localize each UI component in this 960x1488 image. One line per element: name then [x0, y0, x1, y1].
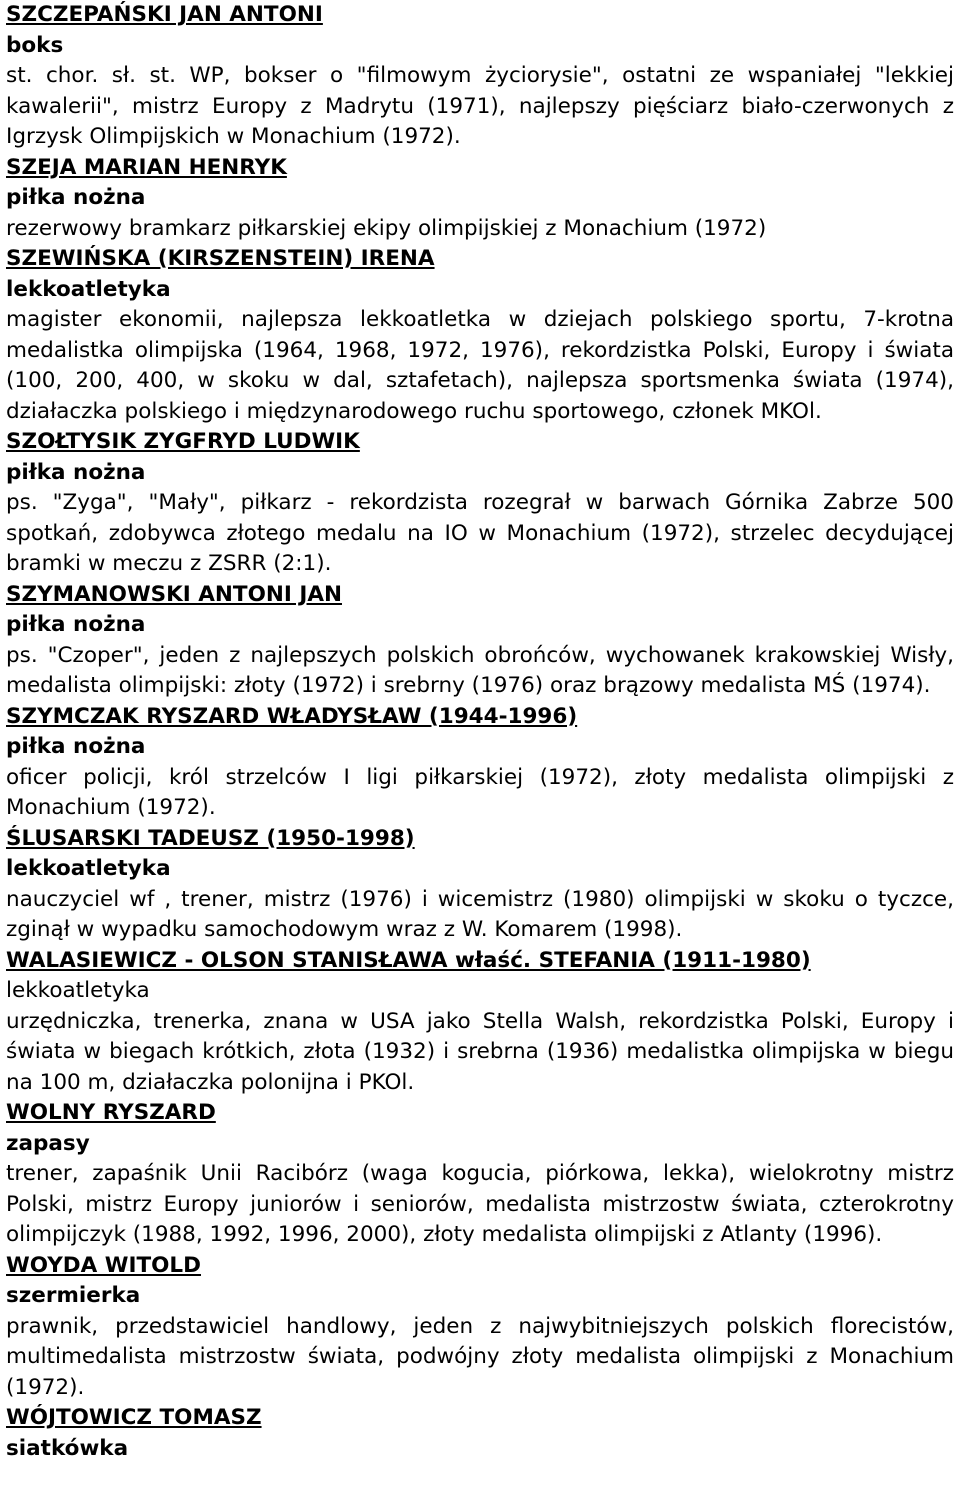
entry-walasiewicz: [6, 946, 954, 1099]
entry-szeja: [6, 153, 954, 245]
athlete-sport: lekkoatletyka: [6, 978, 150, 1003]
entry-woyda: [6, 1251, 954, 1404]
athlete-sport: lekkoatletyka: [6, 276, 171, 302]
entry-szymanowski: [6, 580, 954, 702]
athlete-name: WÓJTOWICZ TOMASZ: [6, 1405, 262, 1430]
athlete-name: WOYDA WITOLD: [6, 1252, 201, 1278]
athlete-name: WOLNY RYSZARD: [6, 1100, 216, 1125]
athlete-name: SZYMANOWSKI ANTONI JAN: [6, 581, 342, 607]
athlete-description: prawnik, przedstawiciel handlowy, jeden z najwybitniejszych polskich florecistów, multimedalista mistrzostw świata, podwójny złoty medalista olimpijski z Monachium (1972).: [6, 1313, 954, 1400]
athlete-sport: lekkoatletyka: [6, 856, 171, 881]
athlete-sport: szermierka: [6, 1283, 141, 1308]
athlete-sport: piłka nożna: [6, 734, 146, 759]
athlete-name: SZEJA MARIAN HENRYK: [6, 154, 287, 180]
athlete-sport: piłka nożna: [6, 612, 146, 637]
athlete-description: ps. "Czoper", jeden z najlepszych polskich obrońców, wychowanek krakowskiej Wisły, medalista olimpijski: złoty (1972) i srebrny (1976) oraz brązowy medalista MŚ (1974).: [6, 642, 954, 698]
athlete-sport: boks: [6, 32, 64, 58]
athlete-sport: siatkówka: [6, 1435, 129, 1461]
entry-szczepanski: [6, 0, 954, 153]
athlete-description: nauczyciel wf , trener, mistrz (1976) i wicemistrz (1980) olimpijski w skoku o tyczce, zginął w wypadku samochodowym wraz z W. Komarem (1998).: [6, 886, 954, 942]
entry-szymczak: [6, 702, 954, 824]
athlete-description: trener, zapaśnik Unii Racibórz (waga kogucia, piórkowa, lekka), wielokrotny mistrz Polski, mistrz Europy juniorów i seniorów, medalista mistrzostw świata, czterokrotny olimpijczyk (1988, 1992, 1996, 2000), złoty medalista olimpijski z Atlanty (1996).: [6, 1161, 954, 1247]
athlete-description: urzędniczka, trenerka, znana w USA jako Stella Walsh, rekordzistka Polski, Europy i świata w biegach krótkich, złota (1932) i srebrna (1936) medalistka olimpijska w biegu na 100 m, działaczka polonijna i PKOl.: [6, 1008, 954, 1095]
athlete-name: ŚLUSARSKI TADEUSZ (1950-1998): [6, 825, 415, 851]
athlete-name: SZYMCZAK RYSZARD WŁADYSŁAW (1944-1996): [6, 703, 578, 729]
entry-wojtowicz: [6, 1403, 954, 1464]
entry-szewinska: [6, 244, 954, 427]
entry-slusarski: [6, 824, 954, 946]
athlete-description: rezerwowy bramkarz piłkarskiej ekipy olimpijskiej z Monachium (1972): [6, 215, 767, 241]
athlete-sport: piłka nożna: [6, 459, 146, 485]
athlete-description: magister ekonomii, najlepsza lekkoatletka w dziejach polskiego sportu, 7-krotna medalistka olimpijska (1964, 1968, 1972, 1976), rekordzistka Polski, Europy i świata (100, 200, 400, w skoku w dal, sztafetach), najlepsza sportsmenka świata (1974), działaczka polskiego i międzynarodowego ruchu sportowego, członek MKOl.: [6, 307, 954, 424]
athlete-description: oficer policji, król strzelców I ligi piłkarskiej (1972), złoty medalista olimpijski z Monachium (1972).: [6, 764, 954, 820]
athlete-sport: zapasy: [6, 1130, 90, 1156]
athlete-description: st. chor. sł. st. WP, bokser o "filmowym życiorysie", ostatni ze wspaniałej "lekkiej kawalerii", mistrz Europy z Madrytu (1971), najlepszy pięściarz biało-czerwonych z Igrzysk Olimpijskich w Monachium (1972).: [6, 63, 954, 149]
athlete-sport: piłka nożna: [6, 185, 146, 210]
athlete-name: SZOŁTYSIK ZYGFRYD LUDWIK: [6, 429, 360, 454]
entry-wolny: [6, 1098, 954, 1251]
athlete-name: SZEWIŃSKA (KIRSZENSTEIN) IRENA: [6, 246, 435, 271]
athlete-name: WALASIEWICZ - OLSON STANISŁAWA właść. STEFANIA (1911-1980): [6, 947, 811, 973]
athlete-description: ps. "Zyga", "Mały", piłkarz - rekordzista rozegrał w barwach Górnika Zabrze 500 spotkań, zdobywca złotego medalu na IO w Monachium (1972), strzelec decydującej bramki w meczu z ZSRR (2:1).: [6, 490, 954, 576]
athlete-name: SZCZEPAŃSKI JAN ANTONI: [6, 2, 323, 27]
entry-szoltysik: [6, 427, 954, 580]
